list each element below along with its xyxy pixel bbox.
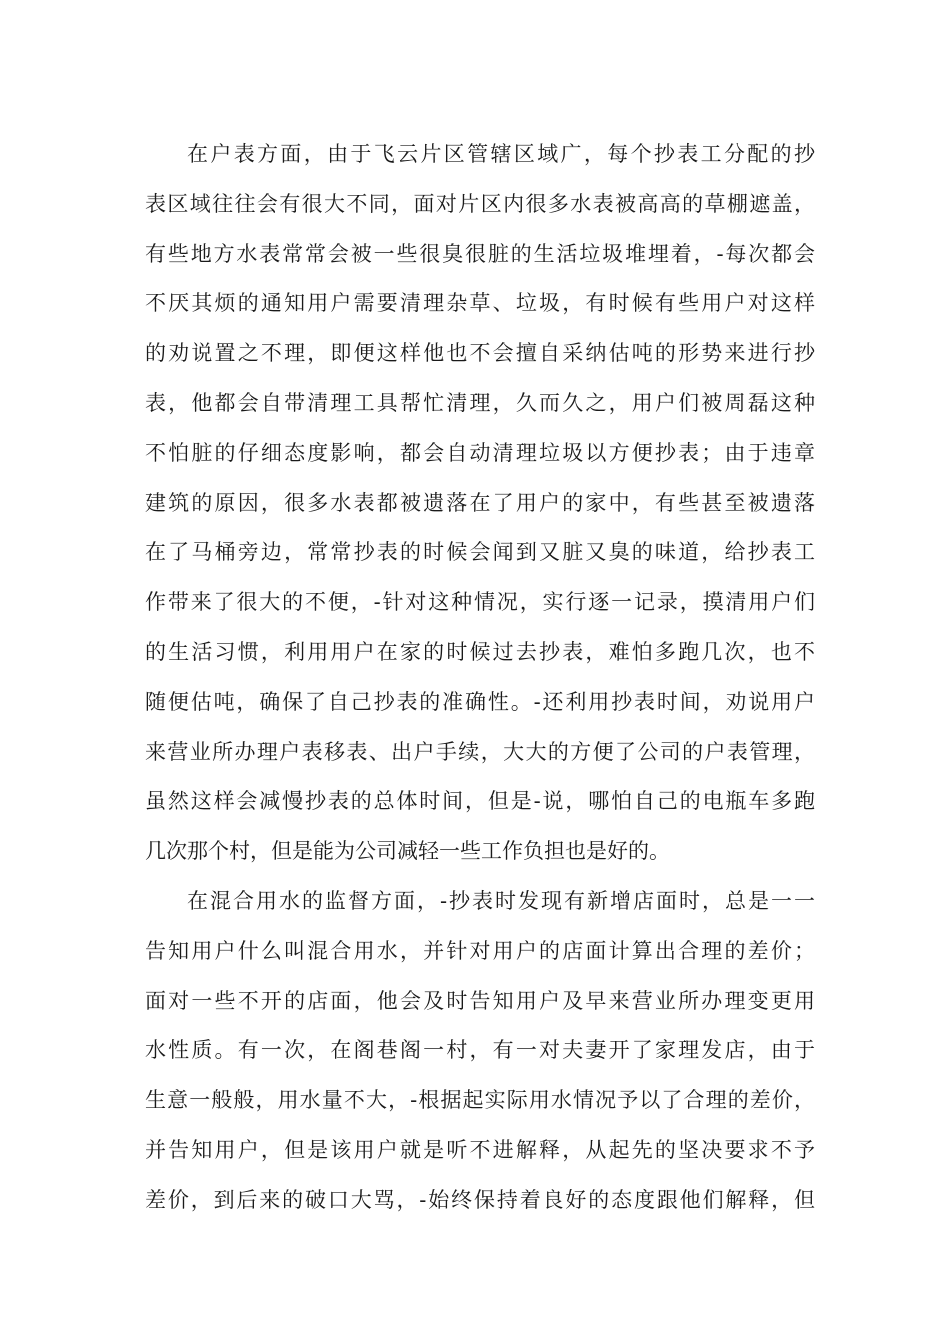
text-line: 在了马桶旁边，常常抄表的时候会闻到又脏又臭的味道，给抄表工: [145, 540, 815, 565]
text-line: 不厌其烦的通知用户需要清理杂草、垃圾，有时候有些用户对这样: [145, 291, 815, 316]
text-line: 生意一般般，用水量不大，-根据起实际用水情况予以了合理的差价，: [145, 1088, 815, 1113]
text-line: 有些地方水表常常会被一些很臭很脏的生活垃圾堆埋着，-每次都会: [145, 241, 815, 266]
text-line: 的生活习惯，利用用户在家的时候过去抄表，难怕多跑几次，也不: [145, 639, 815, 664]
document-body: [145, 130, 815, 1226]
text-line: 表，他都会自带清理工具帮忙清理，久而久之，用户们被周磊这种: [145, 390, 815, 415]
text-line: 虽然这样会减慢抄表的总体时间，但是-说，哪怕自己的电瓶车多跑: [145, 789, 815, 814]
text-line: 的劝说置之不理，即便这样他也不会擅自采纳估吨的形势来进行抄: [145, 341, 815, 366]
text-line: 不怕脏的仔细态度影响，都会自动清理垃圾以方便抄表；由于违章: [145, 440, 815, 465]
text-line: 面对一些不开的店面，他会及时告知用户及早来营业所办理变更用: [145, 988, 815, 1013]
text-line: 水性质。有一次，在阁巷阁一村，有一对夫妻开了家理发店，由于: [145, 1038, 815, 1063]
text-line: 建筑的原因，很多水表都被遗落在了用户的家中，有些甚至被遗落: [145, 490, 815, 515]
text-line: 作带来了很大的不便，-针对这种情况，实行逐一记录，摸清用户们: [145, 590, 815, 615]
text-line: 告知用户什么叫混合用水，并针对用户的店面计算出合理的差价；: [145, 938, 815, 963]
text-line: 几次那个村，但是能为公司减轻一些工作负担也是好的。: [145, 839, 670, 864]
text-line: 表区域往往会有很大不同，面对片区内很多水表被高高的草棚遮盖，: [145, 191, 815, 216]
text-line: 在混合用水的监督方面，-抄表时发现有新增店面时，总是一一: [187, 888, 815, 913]
text-line: 差价，到后来的破口大骂，-始终保持着良好的态度跟他们解释，但: [145, 1187, 815, 1212]
text-line: 在户表方面，由于飞云片区管辖区域广，每个抄表工分配的抄: [187, 142, 815, 166]
text-line: 来营业所办理户表移表、出户手续，大大的方便了公司的户表管理，: [145, 739, 815, 764]
text-line: 并告知用户，但是该用户就是听不进解释，从起先的坚决要求不予: [145, 1137, 815, 1162]
text-line: 随便估吨，确保了自己抄表的准确性。-还利用抄表时间，劝说用户: [145, 689, 815, 714]
paragraph-mixed-water-use: [145, 877, 815, 1226]
paragraph-household-meters: [145, 130, 815, 877]
